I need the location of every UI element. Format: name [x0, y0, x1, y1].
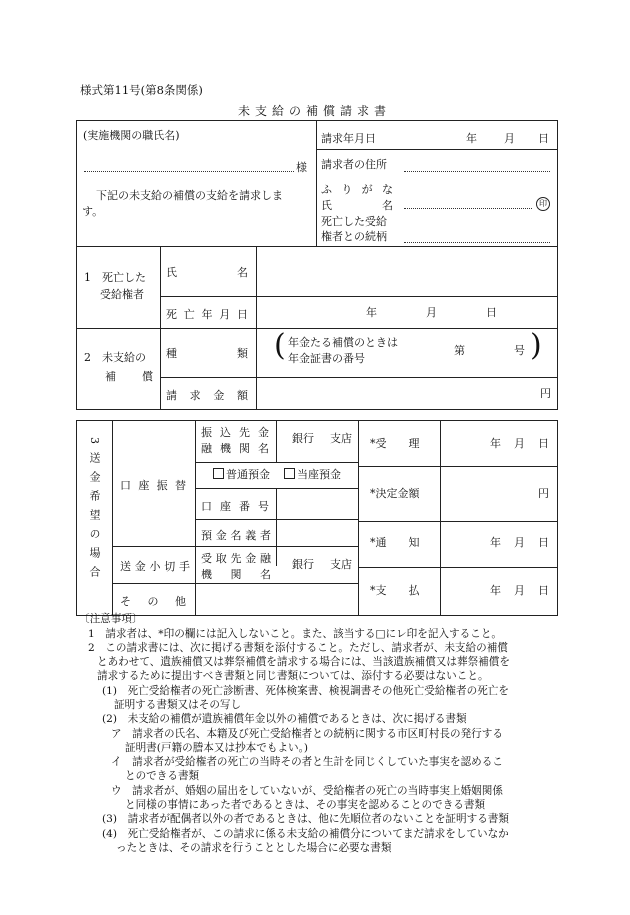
remittance-table	[76, 420, 558, 616]
request-text-1: 下記の未支給の補償の支給を請求しま	[96, 189, 283, 202]
decided-amount-label: *決定金額	[370, 487, 420, 500]
note-line: 証明する書類又はその写し	[114, 699, 242, 711]
request-text-2: す。	[82, 205, 104, 218]
recv-bank-label-2: 機 関 名	[201, 568, 271, 581]
account-number-label: 口 座 番 号	[201, 500, 269, 513]
type-label: 種 類	[166, 347, 248, 360]
amount-label: 請 求 金 額	[166, 389, 248, 402]
relation-field[interactable]	[404, 242, 550, 243]
note-line: 2 この請求書には、次に掲げる書類を添付すること。ただし、請求者が、未支給の補償	[88, 642, 508, 654]
seal-mark: 印	[536, 197, 550, 211]
note-line: とのできる書類	[125, 770, 200, 782]
note-line: イ 請求者が受給権者の死亡の当時その者と生計を同じくしていた事実を認めるこ	[111, 756, 503, 768]
note-line: (2) 未支給の補償が遺族補償年金以外の補償であるときは、次に掲げる書類	[102, 713, 467, 725]
note-line: ウ 請求者が、婚姻の届出をしていないが、受給権者の死亡の当時事実上婚姻関係	[111, 785, 503, 797]
account-transfer-label: 口 座 振 替	[120, 479, 186, 492]
address-label: 請求者の住所	[321, 158, 387, 171]
note-line: 請求するために提出すべき書類と同じ書類については、添付する必要はないこと。	[97, 670, 489, 682]
receipt-label: *受 理	[370, 437, 420, 450]
notice-label: *通 知	[370, 536, 420, 549]
sama-label: 様	[296, 161, 307, 174]
payment-label: *支 払	[370, 584, 420, 597]
note-line: ア 請求者の氏名、本籍及び死亡受給権者との続柄に関する市区町村長の発行する	[111, 728, 503, 740]
note-line: 1 請求者は、*印の欄には記入しないこと。また、該当する□にレ印を記入すること。	[88, 628, 503, 640]
bank-label-2: 融 機 関 名	[201, 442, 269, 455]
relation-label-1: 死亡した受給	[321, 215, 387, 228]
name-label: 氏 名	[321, 199, 393, 212]
death-date-label: 死 亡 年 月 日	[166, 308, 248, 321]
note-line: と同様の事情にあった者であるときは、その事実を認めることのできる書類	[125, 799, 486, 811]
note-line: とあわせて、遺族補償又は葬祭補償を請求する場合には、当該遺族補償又は葬祭補償を	[97, 656, 510, 668]
deceased-section-label: 1 死亡した	[84, 271, 146, 284]
other-label: そ の 他	[120, 595, 186, 608]
agency-name-field[interactable]	[84, 171, 294, 172]
current-deposit-checkbox[interactable]: 当座預金	[284, 468, 341, 481]
unpaid-section-label: 2 未支給の	[84, 351, 146, 364]
note-line: (1) 死亡受給権者の死亡診断書、死体検案書、検視調書その他死亡受給権者の死亡を	[102, 685, 509, 697]
recv-bank-label-1: 受 取 先 金 融	[201, 552, 271, 565]
furigana-label: ふ り が な	[321, 183, 393, 196]
page-title: 未支給の補償請求書	[238, 104, 392, 118]
relation-label-2: 権者との続柄	[321, 230, 387, 243]
pension-note-2: 年金証書の番号	[288, 352, 365, 365]
date-label: 請求年月日	[321, 132, 376, 145]
agency-label: (実施機関の職氏名)	[83, 129, 180, 142]
ordinary-deposit-checkbox[interactable]: 普通預金	[213, 468, 270, 481]
note-line: (3) 請求者が配偶者以外の者であるときは、他に先順位者のないことを証明する書類	[102, 813, 509, 825]
account-holder-label: 預 金 名 義 者	[201, 529, 271, 542]
bank-label-1: 振 込 先 金	[201, 426, 269, 439]
money-order-label: 送 金 小 切 手	[120, 560, 190, 573]
upper-table	[76, 120, 558, 410]
pension-note-1: 年金たる補償のときは	[288, 336, 398, 349]
notes-heading: 〔注意事項〕	[79, 613, 143, 625]
note-line: ったときは、その請求を行うこととした場合に必要な書類	[116, 842, 392, 854]
note-line: 証明書(戸籍の謄本又は抄本でもよい。)	[125, 742, 309, 754]
remittance-section-label: 3送金希望の場合	[88, 437, 101, 585]
note-line: (4) 死亡受給権者が、この請求に係る未支給の補償分についてまだ請求をしていなか	[102, 828, 509, 840]
deceased-name-label: 氏 名	[166, 266, 248, 279]
form-number: 様式第11号(第8条関係)	[80, 83, 203, 97]
address-field[interactable]	[404, 171, 550, 172]
claimant-name-field[interactable]	[404, 208, 532, 209]
